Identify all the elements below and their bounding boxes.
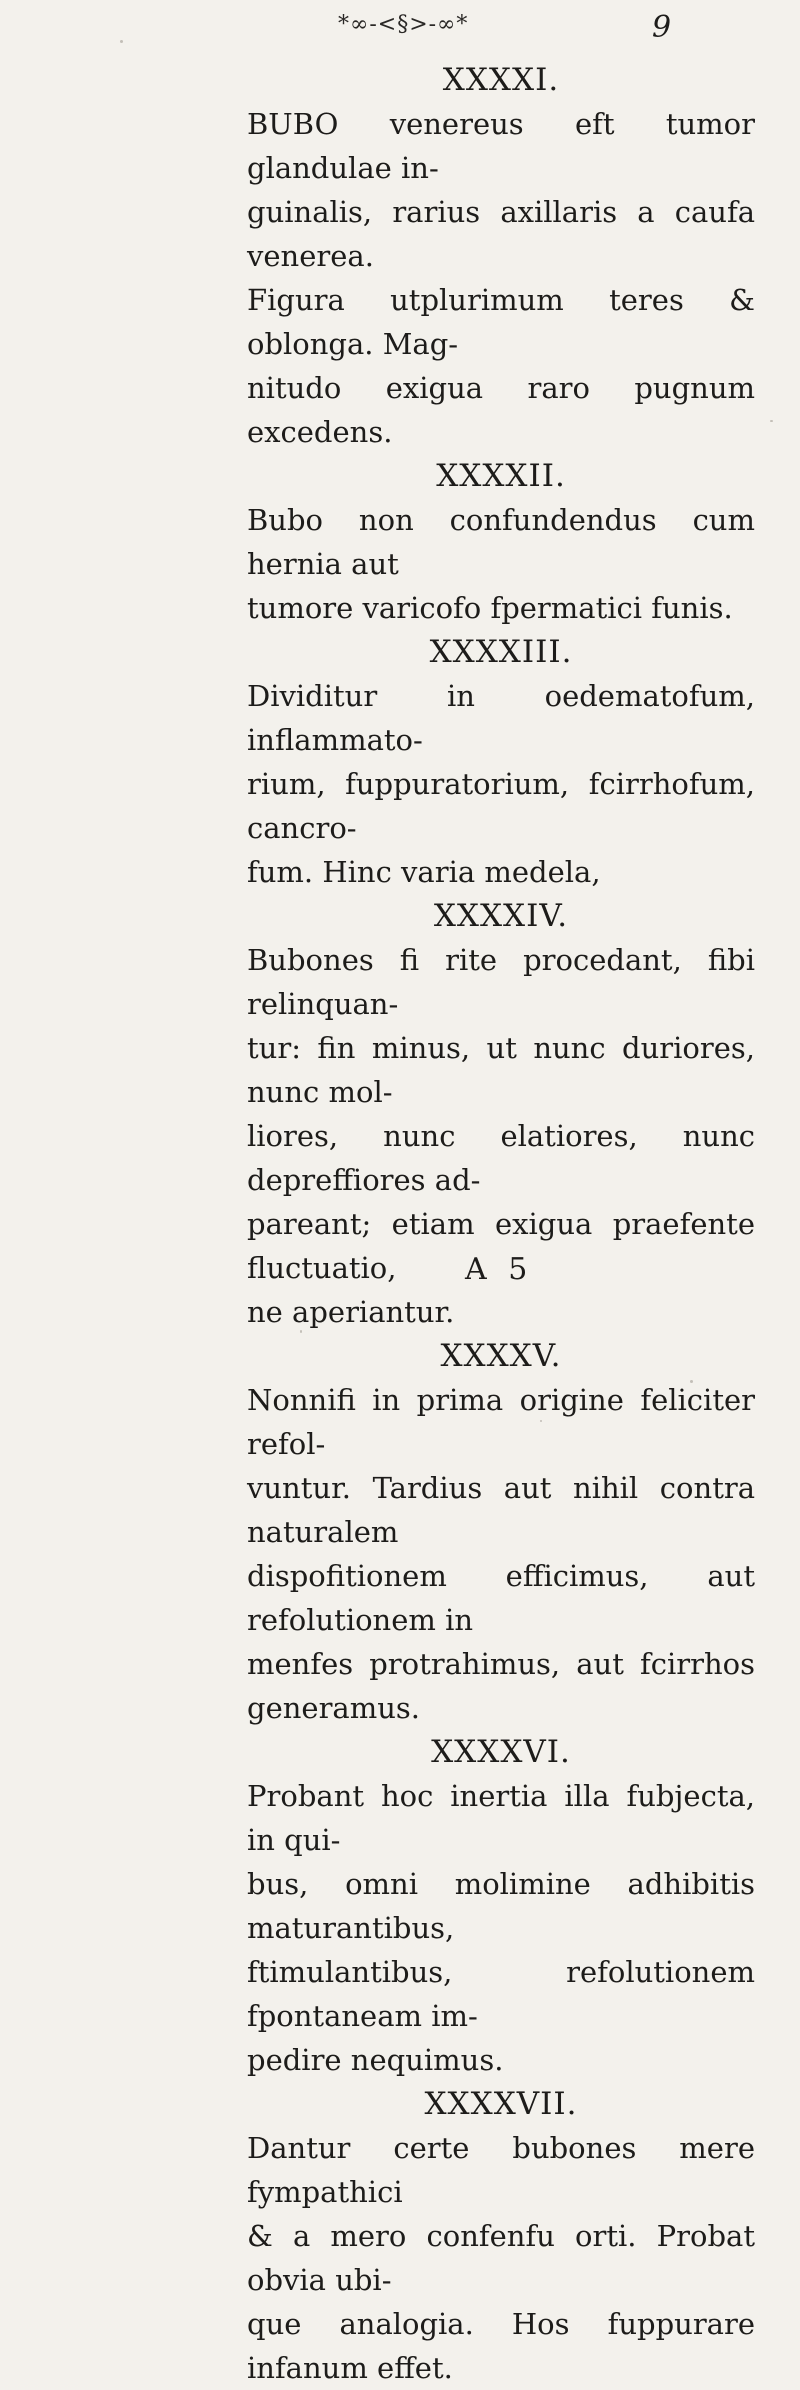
- paper-speck: [770, 420, 773, 422]
- page-number: 9: [652, 10, 672, 45]
- section-paragraph: Bubo non confundendus cum hernia aut tumore varicofo fpermatici funis.: [247, 503, 755, 625]
- section-paragraph: Dividitur in oedematofum, inflammato- rium, fuppuratorium, fcirrhofum, cancro- fum. Hinc varia medela,: [247, 679, 755, 889]
- section-heading: XXXXIV.: [433, 898, 569, 934]
- paper-speck: [120, 40, 123, 43]
- signature-mark: A 5: [465, 1252, 534, 1287]
- paper-speck: [690, 1380, 693, 1383]
- body-text: [247, 58, 755, 2390]
- header-ornament: *∞-<§>-∞*: [338, 12, 469, 37]
- section-heading: XXXXVII.: [424, 2086, 578, 2122]
- section-heading: XXXXVI.: [431, 1734, 571, 1770]
- section-heading: XXXXI.: [442, 62, 560, 98]
- section-paragraph: BUBO venereus eft tumor glandulae in- guinalis, rarius axillaris a caufa venerea. Figura utplurimum teres & oblonga. Mag- nitudo exigua raro pugnum excedens.: [247, 107, 755, 449]
- paper-speck: [300, 1330, 302, 1333]
- section-paragraph: Bubones fi rite procedant, fibi relinquan- tur: fin minus, ut nunc duriores, nunc mol- liores, nunc elatiores, nunc depreffiores ad- pareant; etiam exigua praefente fluctuatio, ne aperiantur.: [247, 943, 755, 1329]
- paper-speck: [540, 1420, 542, 1422]
- section-heading: XXXXII.: [436, 458, 566, 494]
- section-paragraph: Dantur certe bubones mere fympathici & a mero confenfu orti. Probat obvia ubi- que analogia. Hos fuppurare infanum effet.: [247, 2131, 755, 2385]
- section-heading: XXXXIII.: [429, 634, 573, 670]
- section-paragraph: Nonnifi in prima origine feliciter refol- vuntur. Tardius aut nihil contra naturalem dispofitionem efficimus, aut refolutionem in menfes protrahimus, aut fcirrhos generamus.: [247, 1383, 755, 1725]
- section-heading: XXXXV.: [440, 1338, 562, 1374]
- section-paragraph: Probant hoc inertia illa fubjecta, in qui- bus, omni molimine adhibitis maturantibus, ftimulantibus, refolutionem fpontaneam im- pedire nequimus.: [247, 1779, 755, 2077]
